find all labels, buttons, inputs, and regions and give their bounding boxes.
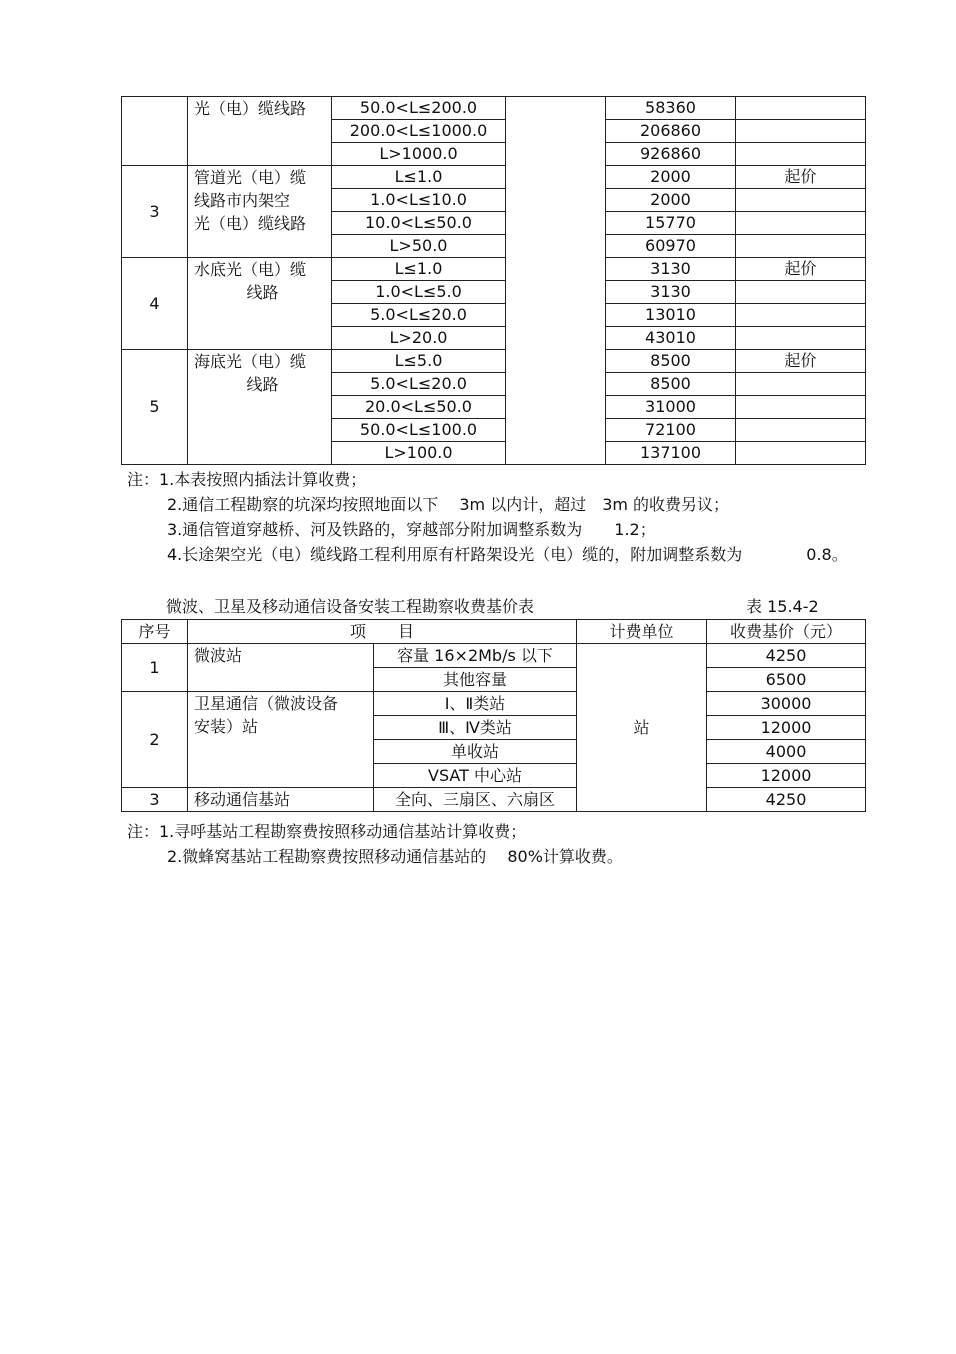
remark (736, 97, 866, 120)
length-range: 10.0<L≤50.0 (332, 212, 506, 235)
remark: 起价 (736, 350, 866, 373)
item-name: 移动通信基站 (188, 788, 374, 812)
remark (736, 419, 866, 442)
length-range: 5.0<L≤20.0 (332, 373, 506, 396)
price: 58360 (606, 97, 736, 120)
price: 13010 (606, 304, 736, 327)
length-range: 200.0<L≤1000.0 (332, 120, 506, 143)
table-row (122, 97, 866, 120)
header-item: 项 目 (188, 620, 577, 644)
table2-notes (127, 819, 623, 869)
remark (736, 304, 866, 327)
table-header-row (122, 620, 866, 644)
sub-item: Ⅲ、Ⅳ类站 (374, 716, 577, 740)
price: 30000 (707, 692, 866, 716)
note-line: 3.通信管道穿越桥、河及铁路的，穿越部分附加调整系数为 1.2； (167, 520, 656, 539)
row-number: 1 (122, 644, 188, 692)
note-line: 2.通信工程勘察的坑深均按照地面以下 3m 以内计，超过 3m 的收费另议； (167, 495, 730, 514)
note-line: 2.微蜂窝基站工程勘察费按照移动通信基站的 80%计算收费。 (167, 847, 623, 866)
price: 60970 (606, 235, 736, 258)
item-name: 水底光（电）缆 线路 (188, 258, 332, 350)
price: 8500 (606, 350, 736, 373)
row-number: 3 (122, 166, 188, 258)
length-range: L>1000.0 (332, 143, 506, 166)
remark: 起价 (736, 258, 866, 281)
table-row (122, 788, 866, 812)
sub-item: 其他容量 (374, 668, 577, 692)
length-range: L≤1.0 (332, 166, 506, 189)
header-no: 序号 (122, 620, 188, 644)
table2-caption (166, 594, 822, 617)
price: 31000 (606, 396, 736, 419)
item-name: 卫星通信（微波设备 安装）站 (188, 692, 374, 788)
table-title: 微波、卫星及移动通信设备安装工程勘察收费基价表 (166, 597, 535, 616)
note-line: 注：1.寻呼基站工程勘察费按照移动通信基站计算收费； (127, 822, 527, 841)
length-range: L>50.0 (332, 235, 506, 258)
remark (736, 120, 866, 143)
length-range: L>20.0 (332, 327, 506, 350)
price: 137100 (606, 442, 736, 465)
row-number: 2 (122, 692, 188, 788)
price: 3130 (606, 258, 736, 281)
price: 12000 (707, 764, 866, 788)
price: 2000 (606, 166, 736, 189)
price: 4250 (707, 644, 866, 668)
length-range: 1.0<L≤10.0 (332, 189, 506, 212)
item-name: 管道光（电）缆 线路市内架空 光（电）缆线路 (188, 166, 332, 258)
sub-item: VSAT 中心站 (374, 764, 577, 788)
item-name: 光（电）缆线路 (188, 97, 332, 166)
item-name: 海底光（电）缆 线路 (188, 350, 332, 465)
table-row (122, 258, 866, 281)
remark (736, 281, 866, 304)
remark (736, 442, 866, 465)
price: 4000 (707, 740, 866, 764)
row-number: 4 (122, 258, 188, 350)
row-number (122, 97, 188, 166)
table1-notes (127, 467, 848, 567)
length-range: L≤5.0 (332, 350, 506, 373)
item-name: 微波站 (188, 644, 374, 692)
remark (736, 212, 866, 235)
price: 3130 (606, 281, 736, 304)
remark (736, 189, 866, 212)
sub-item: 容量 16×2Mb/s 以下 (374, 644, 577, 668)
length-range: 20.0<L≤50.0 (332, 396, 506, 419)
table-row (122, 644, 866, 668)
sub-item: 单收站 (374, 740, 577, 764)
table-row (122, 350, 866, 373)
price: 926860 (606, 143, 736, 166)
header-price: 收费基价（元） (707, 620, 866, 644)
table-number: 表 15.4-2 (746, 597, 819, 616)
unit-value: 站 (577, 644, 707, 812)
table-row (122, 166, 866, 189)
length-range: 50.0<L≤100.0 (332, 419, 506, 442)
sub-item: 全向、三扇区、六扇区 (374, 788, 577, 812)
remark (736, 373, 866, 396)
remark (736, 327, 866, 350)
remark (736, 143, 866, 166)
fee-table-equipment (121, 619, 866, 812)
row-number: 3 (122, 788, 188, 812)
note-line: 注：1.本表按照内插法计算收费； (127, 470, 367, 489)
sub-item: Ⅰ、Ⅱ类站 (374, 692, 577, 716)
price: 15770 (606, 212, 736, 235)
fee-table-cable (121, 96, 866, 465)
price: 4250 (707, 788, 866, 812)
note-line: 4.长途架空光（电）缆线路工程利用原有杆路架设光（电）缆的，附加调整系数为 0.8。 (167, 545, 848, 564)
remark (736, 235, 866, 258)
length-range: L≤1.0 (332, 258, 506, 281)
price: 6500 (707, 668, 866, 692)
header-unit: 计费单位 (577, 620, 707, 644)
price: 43010 (606, 327, 736, 350)
length-range: 50.0<L≤200.0 (332, 97, 506, 120)
unit-cell (506, 97, 606, 465)
table-row (122, 692, 866, 716)
price: 12000 (707, 716, 866, 740)
price: 206860 (606, 120, 736, 143)
row-number: 5 (122, 350, 188, 465)
price: 72100 (606, 419, 736, 442)
price: 8500 (606, 373, 736, 396)
length-range: 1.0<L≤5.0 (332, 281, 506, 304)
length-range: L>100.0 (332, 442, 506, 465)
remark: 起价 (736, 166, 866, 189)
length-range: 5.0<L≤20.0 (332, 304, 506, 327)
remark (736, 396, 866, 419)
price: 2000 (606, 189, 736, 212)
